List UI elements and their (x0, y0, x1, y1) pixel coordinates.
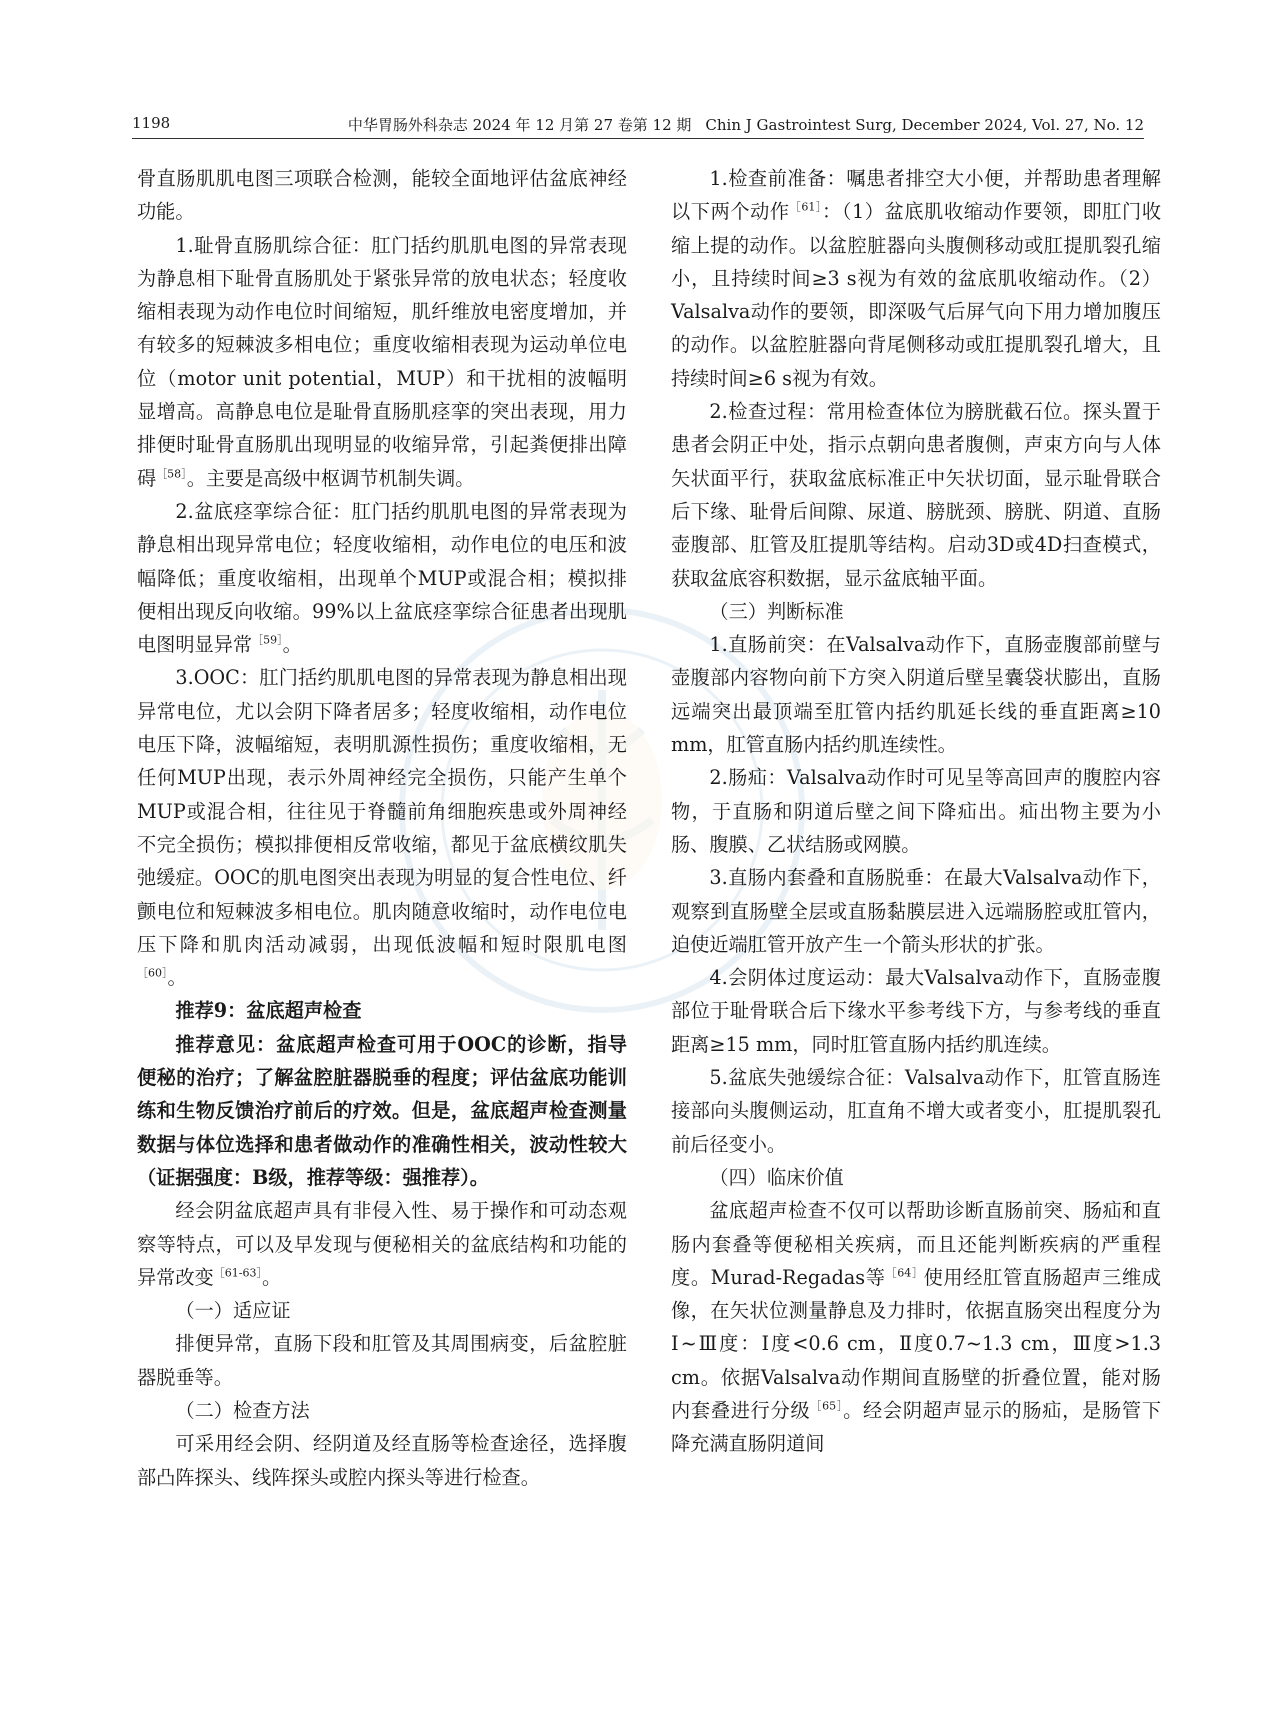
paragraph (137, 229, 627, 495)
section-heading: （四）临床价值 (709, 1165, 844, 1189)
paragraph-text: 1.检查前准备：嘱患者排空大小便，并帮助患者理解以下两个动作 (671, 167, 1161, 224)
section-heading: （一）适应证 (175, 1299, 291, 1323)
section-heading: （三）判断标准 (709, 599, 844, 623)
citation-ref: ［65］ (810, 1399, 844, 1413)
right-column (671, 162, 1161, 1461)
paragraph-text: ：（1）盆底肌收缩动作要领，即肛门收缩上提的动作。以盆腔脏器向头腹侧移动或肛提肌裂孔缩小，且持续时间≥3 s视为有效的盆底肌收缩动作。（2）Valsalva动作的要领，即深吸气后屏气向下用力增加腹压的动作。以盆腔脏器向背尾侧移动或肛提肌裂孔增大，且持续时间≥6 s视为有效。 (671, 200, 1162, 390)
paragraph: 骨直肠肌肌电图三项联合检测，能较全面地评估盆底神经功能。 (137, 167, 627, 224)
paragraph-text: 1.耻骨直肠肌综合征：肛门括约肌肌电图的异常表现为静息相下耻骨直肠肌处于紧张异常的放电状态；轻度收缩相表现为动作电位时间缩短，肌纤维放电密度增加，并有较多的短棘波多相电位；重度收缩相表现为运动单位电位（motor unit potential，MUP）和干扰相的波幅明显增高。高静息电位是耻骨直肠肌痉挛的突出表现，用力排便时耻骨直肠肌出现明显的收缩异常，引起粪便排出障碍 (137, 233, 627, 490)
paragraph-text: 。经会阴超声显示的肠疝，是肠管下降充满直肠阴道间 (671, 1398, 1162, 1456)
paragraph-text: 2.盆底痉挛综合征：肛门括约肌肌电图的异常表现为静息相出现异常电位；轻度收缩相，动作电位的电压和波幅降低；重度收缩相，出现单个MUP或混合相；模拟排便相出现反向收缩。99%以上盆底痉挛综合征患者出现肌电图明显异常 (137, 499, 627, 657)
paragraph (137, 661, 627, 994)
paragraph: 2.检查过程：常用检查体位为膀胱截石位。探头置于患者会阴正中处，指示点朝向患者腹侧，声束方向与人体矢状面平行，获取盆底标准正中矢状切面，显示耻骨联合后下缘、耻骨后间隙、尿道、膀胱颈、膀胱、阴道、直肠壶腹部、肛管及肛提肌等结构。启动3D或4D扫查模式，获取盆底容积数据，显示盆底轴平面。 (671, 400, 1161, 590)
citation-ref: ［64］ (885, 1266, 924, 1280)
citation-ref: ［59］ (252, 633, 283, 647)
paragraph-text: 3.OOC：肛门括约肌肌电图的异常表现为静息相出现异常电位，尤以会阴下降者居多；轻度收缩相，动作电位电压下降，波幅缩短，表明肌源性损伤；重度收缩相，无任何MUP出现，表示外周神经完全损伤，只能产生单个MUP或混合相，往往见于脊髓前角细胞疾患或外周神经不完全损伤；模拟排便相反常收缩，都见于盆底横纹肌失弛缓症。OOC的肌电图突出表现为明显的复合性电位、纤颤电位和短棘波多相电位。肌肉随意收缩时，动作电位电压下降和肌肉活动减弱，出现低波幅和短时限肌电图 (137, 666, 627, 956)
paragraph-text: 。主要是高级中枢调节机制失调。 (186, 466, 475, 490)
journal-cn: 中华胃肠外科杂志 2024 年 12 月第 27 卷第 12 期 (347, 116, 692, 134)
paragraph: 5.盆底失弛缓综合征：Valsalva动作下，肛管直肠连接部向头腹侧运动，肛直角不增大或者变小，肛提肌裂孔前后径变小。 (671, 1066, 1161, 1156)
journal-citation (348, 114, 1144, 135)
paragraph-text: 经会阴盆底超声具有非侵入性、易于操作和可动态观察等特点，可以及早发现与便秘相关的盆底结构和功能的异常改变 (137, 1199, 627, 1289)
paragraph: 排便异常，直肠下段和肛管及其周围病变，后盆腔脏器脱垂等。 (137, 1332, 627, 1389)
section-heading: （二）检查方法 (175, 1398, 310, 1422)
citation-ref: ［58］ (156, 467, 187, 481)
citation-ref: ［60］ (137, 966, 168, 980)
left-column (137, 162, 627, 1494)
paragraph: 1.直肠前突：在Valsalva动作下，直肠壶腹部前壁与壶腹部内容物向前下方突入阴道后壁呈囊袋状膨出，直肠远端突出最顶端至肛管内括约肌延长线的垂直距离≥10 mm，肛管直肠内括约肌连续性。 (671, 633, 1161, 757)
paragraph-text: 。 (167, 966, 187, 990)
page-number: 1198 (132, 114, 171, 132)
recommendation-body: 推荐意见：盆底超声检查可用于OOC的诊断，指导便秘的治疗；了解盆腔脏器脱垂的程度；评估盆底功能训练和生物反馈治疗前后的疗效。但是，盆底超声检查测量数据与体位选择和患者做动作的准确性相关，波动性较大（证据强度：B级，推荐等级：强推荐）。 (137, 1032, 627, 1189)
paragraph: 2.肠疝：Valsalva动作时可见呈等高回声的腹腔内容物，于直肠和阴道后壁之间下降疝出。疝出物主要为小肠、腹膜、乙状结肠或网膜。 (671, 766, 1161, 856)
journal-en: Chin J Gastrointest Surg, December 2024, Vol. 27, No. 12 (705, 116, 1144, 134)
paragraph (671, 162, 1161, 395)
paragraph (137, 1194, 627, 1294)
paragraph: 可采用经会阴、经阴道及经直肠等检查途径，选择腹部凸阵探头、线阵探头或腔内探头等进行检查。 (137, 1432, 627, 1489)
paragraph-text: 盆底超声检查不仅可以帮助诊断直肠前突、肠疝和直肠内套叠等便秘相关疾病，而且还能判断疾病的严重程度。Murad-Regadas等 (671, 1199, 1161, 1289)
citation-ref: ［61］ (789, 200, 823, 214)
paragraph-text: 使用经肛管直肠超声三维成像，在矢状位测量静息及力排时，依据直肠突出程度分为Ⅰ~Ⅲ度：Ⅰ度<0.6 cm，Ⅱ度0.7~1.3 cm，Ⅲ度>1.3 cm。依据Valsalva动作期间直肠壁的折叠位置，能对肠内套叠进行分级 (671, 1265, 1161, 1422)
paragraph-text: 。 (282, 633, 302, 657)
paragraph (671, 1194, 1161, 1460)
running-header (132, 112, 1144, 139)
paragraph-text: 。 (261, 1265, 282, 1289)
citation-ref: ［61-63］ (213, 1266, 262, 1280)
recommendation-title: 推荐9：盆底超声检查 (175, 999, 362, 1023)
paragraph: 3.直肠内套叠和直肠脱垂：在最大Valsalva动作下，观察到直肠壁全层或直肠黏膜层进入远端肠腔或肛管内，迫使近端肛管开放产生一个箭头形状的扩张。 (671, 866, 1161, 956)
paragraph: 4.会阴体过度运动：最大Valsalva动作下，直肠壶腹部位于耻骨联合后下缘水平参考线下方，与参考线的垂直距离≥15 mm，同时肛管直肠内括约肌连续。 (671, 966, 1161, 1056)
paragraph (137, 495, 627, 661)
